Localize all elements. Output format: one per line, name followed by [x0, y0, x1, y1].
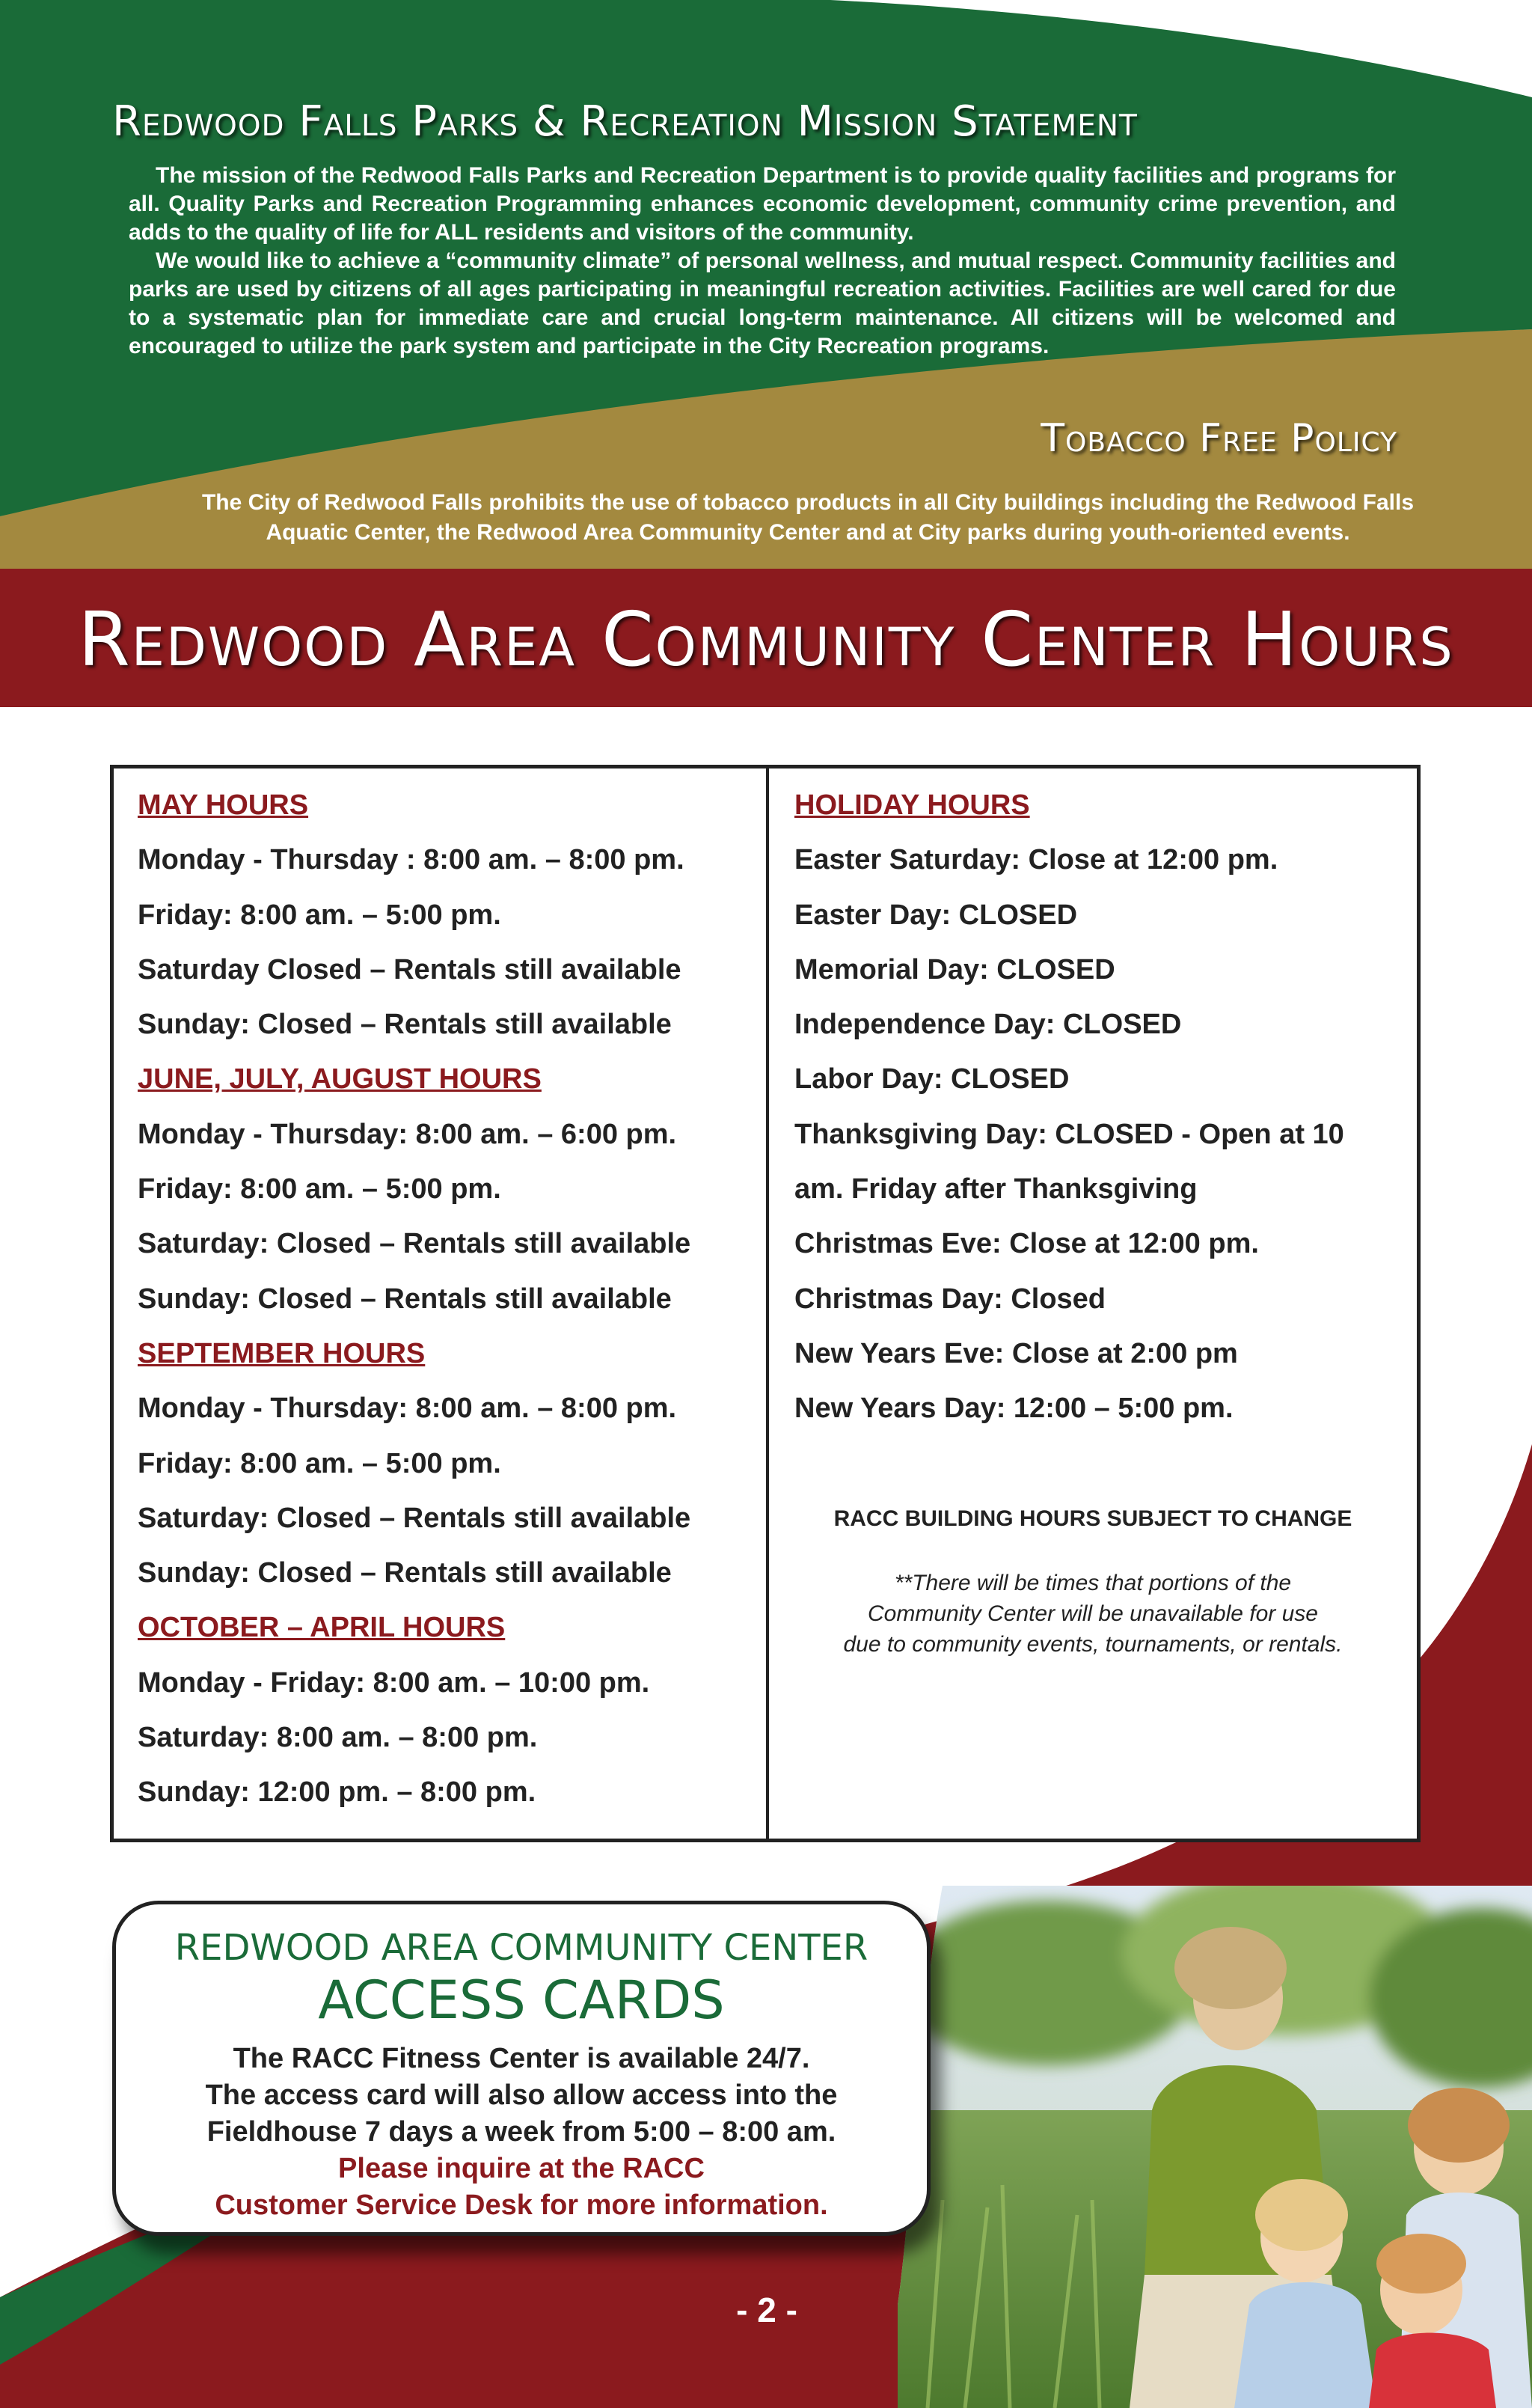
notice-line: Community Center will be unavailable for use: [868, 1601, 1318, 1626]
hours-notice-heading: RACC BUILDING HOURS SUBJECT TO CHANGE: [833, 1506, 1352, 1531]
hours-line: Saturday: Closed – Rentals still available: [138, 1228, 691, 1260]
notice-line: due to community events, tournaments, or rentals.: [843, 1632, 1343, 1657]
hours-line: Labor Day: CLOSED: [794, 1063, 1070, 1095]
hours-line: New Years Eve: Close at 2:00 pm: [794, 1337, 1238, 1369]
hours-section-heading: HOLIDAY HOURS: [794, 789, 1030, 821]
tobacco-title: Tobacco Free Policy: [1041, 416, 1397, 461]
hours-line: Friday: 8:00 am. – 5:00 pm.: [138, 1173, 501, 1205]
access-card-body: [116, 2041, 927, 2151]
hours-section-heading: JUNE, JULY, AUGUST HOURS: [138, 1063, 542, 1095]
hours-line: Thanksgiving Day: CLOSED - Open at 10: [794, 1118, 1344, 1150]
access-card-line: Fieldhouse 7 days a week from 5:00 – 8:00 am.: [206, 2116, 836, 2148]
tobacco-text: The City of Redwood Falls prohibits the use of tobacco products in all City buildings including the Redwood Falls Aquatic Center, the Redwood Area Community Center and at City parks during youth-oriented events.: [201, 490, 1415, 545]
hours-line: Sunday: 12:00 pm. – 8:00 pm.: [138, 1776, 536, 1809]
hours-notice-text: [769, 1568, 1417, 1660]
hours-line: Sunday: Closed – Rentals still available: [138, 1009, 672, 1041]
seasonal-hours-column: [114, 768, 769, 1839]
access-card-line: The access card will also allow access into the: [205, 2080, 838, 2111]
access-card-inquiry: [116, 2151, 927, 2224]
hours-line: Easter Saturday: Close at 12:00 pm.: [794, 844, 1278, 876]
hours-table: [110, 765, 1421, 1842]
hours-line: Friday: 8:00 am. – 5:00 pm.: [138, 899, 501, 931]
mission-paragraph: We would like to achieve a “community climate” of personal wellness, and mutual respect. Community facilities and parks are used by citizens of all ages participating in meaningful recreation activities. Facilities are well cared for due to a systematic plan for immediate care and crucial long-term maintenance. All citizens will be welcomed and encouraged to utilize the park system and participate in the City Recreation programs.: [129, 248, 1396, 358]
access-cards-panel: [112, 1901, 931, 2236]
hours-line: Saturday: Closed – Rentals still available: [138, 1502, 691, 1534]
hours-section-heading: MAY HOURS: [138, 789, 309, 821]
hours-line: New Years Day: 12:00 – 5:00 pm.: [794, 1393, 1234, 1425]
hours-line: Friday: 8:00 am. – 5:00 pm.: [138, 1447, 501, 1479]
holiday-hours-column: [769, 768, 1417, 1839]
hours-line: Christmas Day: Closed: [794, 1283, 1106, 1315]
access-card-inquiry-line: Please inquire at the RACC: [338, 2153, 705, 2184]
access-card-title-line2: ACCESS CARDS: [318, 1970, 725, 2031]
mission-title: Redwood Falls Parks & Recreation Mission Statement: [112, 97, 1138, 146]
hours-line: am. Friday after Thanksgiving: [794, 1173, 1198, 1205]
hours-section-heading: SEPTEMBER HOURS: [138, 1337, 426, 1369]
mission-text: [129, 162, 1396, 361]
mission-paragraph: The mission of the Redwood Falls Parks and Recreation Department is to provide quality facilities and programs for all. Quality Parks and Recreation Programming enhances economic development, community crime prevention, and adds to the quality of life for ALL residents and visitors of the community.: [129, 163, 1396, 245]
notice-line: **There will be times that portions of the: [894, 1571, 1292, 1595]
hours-line: Monday - Thursday: 8:00 am. – 6:00 pm.: [138, 1118, 677, 1150]
hours-line: Monday - Friday: 8:00 am. – 10:00 pm.: [138, 1666, 650, 1699]
hours-section-heading: OCTOBER – APRIL HOURS: [138, 1612, 506, 1644]
hours-line: Monday - Thursday : 8:00 am. – 8:00 pm.: [138, 844, 684, 876]
hours-line: Saturday: 8:00 am. – 8:00 pm.: [138, 1722, 538, 1754]
hours-line: Monday - Thursday: 8:00 am. – 8:00 pm.: [138, 1393, 677, 1425]
page-number: - 2 -: [736, 2291, 797, 2329]
hours-line: Sunday: Closed – Rentals still available: [138, 1557, 672, 1589]
hours-line: Independence Day: CLOSED: [794, 1009, 1182, 1041]
access-card-line: The RACC Fitness Center is available 24/7.: [233, 2043, 810, 2074]
hours-line: Christmas Eve: Close at 12:00 pm.: [794, 1228, 1259, 1260]
hours-line: Sunday: Closed – Rentals still available: [138, 1283, 672, 1315]
access-card-inquiry-line: Customer Service Desk for more information.: [215, 2189, 828, 2221]
park-photo: [898, 1886, 1532, 2408]
racc-hours-title: Redwood Area Community Center Hours: [78, 596, 1454, 683]
hours-line: Easter Day: CLOSED: [794, 899, 1078, 931]
hours-line: Memorial Day: CLOSED: [794, 953, 1115, 985]
hours-line: Saturday Closed – Rentals still available: [138, 953, 681, 985]
access-card-title-line1: REDWOOD AREA COMMUNITY CENTER: [174, 1927, 868, 1969]
